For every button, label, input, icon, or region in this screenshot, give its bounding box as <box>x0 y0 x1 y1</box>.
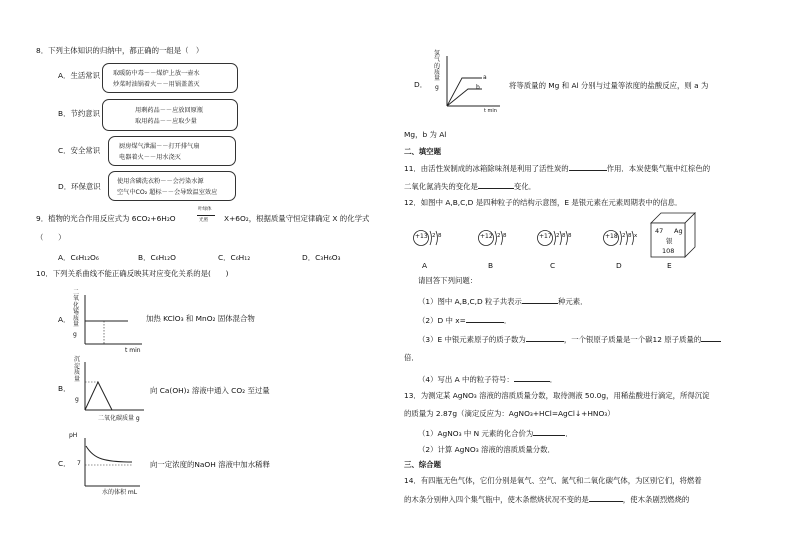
q10-stem: 10．下列关系曲线不能正确反映其对应变化关系的是( ) <box>36 269 229 278</box>
q12-blank2[interactable] <box>466 315 504 323</box>
q8-d-line2: 空气中CO₂ 超标－－会导致温室效应 <box>117 189 218 196</box>
q8-option-a-box <box>102 63 238 93</box>
q12-element-name: 银 <box>666 237 673 245</box>
q12-b-nucleus: +12 <box>480 233 493 240</box>
q8-option-d-label: D．环保意识 <box>58 182 101 191</box>
q9-condition-top: 叶绿体 <box>198 207 212 212</box>
q12-element-label: E <box>667 261 672 270</box>
q12-atom-b <box>478 228 508 251</box>
q8-option-c-box <box>108 136 236 166</box>
q10-b-xlabel: 二氧化碳质量 g <box>98 415 140 422</box>
q10-d-series-b: b <box>476 84 480 91</box>
q12-blank3[interactable] <box>526 334 564 342</box>
q10-b-yunit: g <box>75 396 79 403</box>
q10-option-a-label: A． <box>58 315 71 324</box>
q12-ask: 请回答下列问题： <box>418 276 478 285</box>
q12-d-shell2: 8 <box>628 233 632 239</box>
q11-blank1[interactable] <box>569 163 607 171</box>
q11-blank2[interactable] <box>478 181 514 189</box>
q12-c-shell3: 8 <box>568 233 572 239</box>
q13-blank1[interactable] <box>533 428 565 436</box>
q10-a-xlabel: t min <box>125 347 141 354</box>
q8-a-line2: 炒菜时油锅着火－－用锅盖盖灭 <box>113 81 200 88</box>
q13-line2: 的质量为 2.87g（滴定反应为：AgNO₃+HCl=AgCl↓+HNO₃） <box>404 409 615 418</box>
section-3-heading: 三、综合题 <box>404 460 441 469</box>
q10-d-desc-cont: Mg，b 为 Al <box>404 130 447 139</box>
q9-stem-a: 9．植物的光合作用反应式为 6CO₂+6H₂O <box>36 214 176 223</box>
q12-element-mass: 108 <box>662 247 675 255</box>
q12-element-number: 47 <box>655 227 664 235</box>
q10-b-ylabel: 沉 淀 质 量 <box>74 356 81 383</box>
q12-atom-a <box>413 228 443 251</box>
q8-option-b-label: B．节约意识 <box>58 109 101 118</box>
q8-option-d-box <box>108 171 236 201</box>
q12-b-shell2: 8 <box>503 233 507 239</box>
q12-sub1: （1）图中 A,B,C,D 粒子共表示 种元素． <box>418 297 588 306</box>
q13-sub1: （1）AgNO₃ 中 N 元素的化合价为 ． <box>418 429 573 438</box>
q12-d-shell1: 2 <box>622 233 626 239</box>
section-2-heading: 二、填空题 <box>404 147 441 156</box>
q10-c-ylabel: pH <box>69 432 78 439</box>
q12-stem: 12．如图中 A,B,C,D 是四种粒子的结构示意图，E 是银元素在元素周期表中的信息． <box>404 198 683 207</box>
q9-condition-bottom: 光照 <box>199 218 208 223</box>
q12-atom-b-label: B <box>488 261 494 270</box>
q12-blank1[interactable] <box>522 296 558 304</box>
q8-a-line1: 取暖防中毒－－煤炉上放一壶水 <box>113 70 200 77</box>
q12-blank4[interactable] <box>701 334 721 342</box>
q13-line1: 13．为测定某 AgNO₃ 溶液的溶质质量分数，取待测液 50.0g，用稀盐酸进行滴定，所得沉淀 <box>404 391 710 400</box>
q10-c-tick: 7 <box>77 460 81 467</box>
q12-atom-d <box>603 228 639 251</box>
q10-a-ylabel: 二 氧 化 锰 质 量 <box>73 289 80 329</box>
q10-d-xlabel: t min <box>484 108 497 114</box>
q8-option-a-label: A．生活常识 <box>58 71 101 80</box>
q10-d-desc: 将等质量的 Mg 和 Al 分别与过量等浓度的盐酸反应，则 a 为 <box>509 81 709 90</box>
q10-c-xlabel: 水的体积 mL <box>102 489 138 496</box>
q12-sub2: （2）D 中 x= ． <box>418 316 512 325</box>
q14-blank1[interactable] <box>589 494 623 502</box>
q12-c-nucleus: +17 <box>539 233 552 240</box>
q12-d-shell3: x <box>634 233 638 239</box>
q12-c-shell2: 8 <box>562 233 566 239</box>
q12-blank5[interactable] <box>514 374 550 382</box>
q8-stem: 8．下列主体知识的归纳中，都正确的一组是（ ） <box>36 46 204 55</box>
q10-c-graph <box>82 438 142 488</box>
q13-sub2: （2）计算 AgNO₃ 溶液的溶质质量分数． <box>418 445 555 454</box>
q8-c-line1: 厨房煤气泄漏－－打开排气扇 <box>119 143 200 150</box>
q9-option-b: B．C₆H₁₂O <box>138 253 176 262</box>
q12-c-shell1: 2 <box>556 233 560 239</box>
q10-d-yunit: g <box>435 84 439 91</box>
q8-b-line1: 用剩药品－－应放回原瓶 <box>135 107 204 114</box>
q12-atom-c-label: C <box>550 261 556 270</box>
q10-d-graph <box>444 56 502 108</box>
q10-option-b-label: B． <box>58 384 71 393</box>
q12-sub4: （4）写出 A 中的粒子符号： ． <box>418 375 558 384</box>
q9-paren: （ ） <box>36 233 66 242</box>
q9-option-a: A．C₆H₁₂O₆ <box>58 253 99 262</box>
q9-stem-b: X+6O₂，根据质量守恒定律确定 X 的化学式 <box>224 214 370 223</box>
q12-atom-d-label: D <box>616 261 622 270</box>
q10-b-graph <box>82 362 146 412</box>
q9-reaction-arrow <box>197 215 215 216</box>
q12-element-symbol: Ag <box>674 227 683 235</box>
q10-d-ylabel: 氢 气 的 质 量 <box>434 50 441 83</box>
q10-b-desc: 向 Ca(OH)₂ 溶液中通入 CO₂ 至过量 <box>150 386 270 395</box>
q10-a-graph <box>82 295 144 347</box>
q12-a-shell2: 8 <box>438 233 442 239</box>
q10-a-desc: 加热 KClO₃ 和 MnO₂ 固体混合物 <box>146 314 255 323</box>
q12-a-shell1: 2 <box>432 233 436 239</box>
q8-b-line2: 取用药品－－应取少量 <box>135 118 197 125</box>
q12-atom-a-label: A <box>422 261 428 270</box>
q10-a-yunit: g <box>73 331 77 338</box>
q12-d-nucleus: +18 <box>605 233 618 240</box>
q10-c-desc: 向一定浓度的NaOH 溶液中加水稀释 <box>150 460 270 469</box>
q8-option-b-box <box>102 99 238 131</box>
q9-option-c: C．C₆H₁₂ <box>218 253 251 262</box>
q9-option-d: D．C₃H₆O₃ <box>302 253 341 262</box>
q12-atom-c <box>537 228 573 251</box>
q14-line1: 14．有四瓶无色气体，它们分别是氧气、空气、氮气和二氧化碳气体，为区别它们，将燃着 <box>404 476 702 485</box>
q11-line1: 11．由活性炭制成的冰箱除味剂是利用了活性炭的 作用．本炭使集气瓶中红棕色的 <box>404 164 711 173</box>
q12-sub3-cont: 倍． <box>404 353 419 362</box>
q14-line2: 的木条分别伸入四个集气瓶中，使木条燃烧状况不变的是 ，使木条剧烈燃烧的 <box>404 495 690 504</box>
q12-b-shell1: 2 <box>497 233 501 239</box>
q10-option-c-label: C． <box>58 459 71 468</box>
q10-option-d-label: D． <box>414 80 428 89</box>
q8-d-line1: 使用含磷洗衣粉－－会污染水源 <box>117 178 204 185</box>
q10-d-series-a: a <box>483 74 487 81</box>
q12-a-nucleus: +13 <box>415 233 428 240</box>
q8-c-line2: 电器着火－－用水浇灭 <box>119 154 181 161</box>
q8-option-c-label: C．安全常识 <box>58 146 101 155</box>
q11-line2: 二氧化氮消失的变化是 变化． <box>404 182 537 191</box>
q12-sub3: （3）E 中银元素原子的质子数为 ，一个银原子质量是一个碳12 原子质量的 <box>418 334 721 345</box>
